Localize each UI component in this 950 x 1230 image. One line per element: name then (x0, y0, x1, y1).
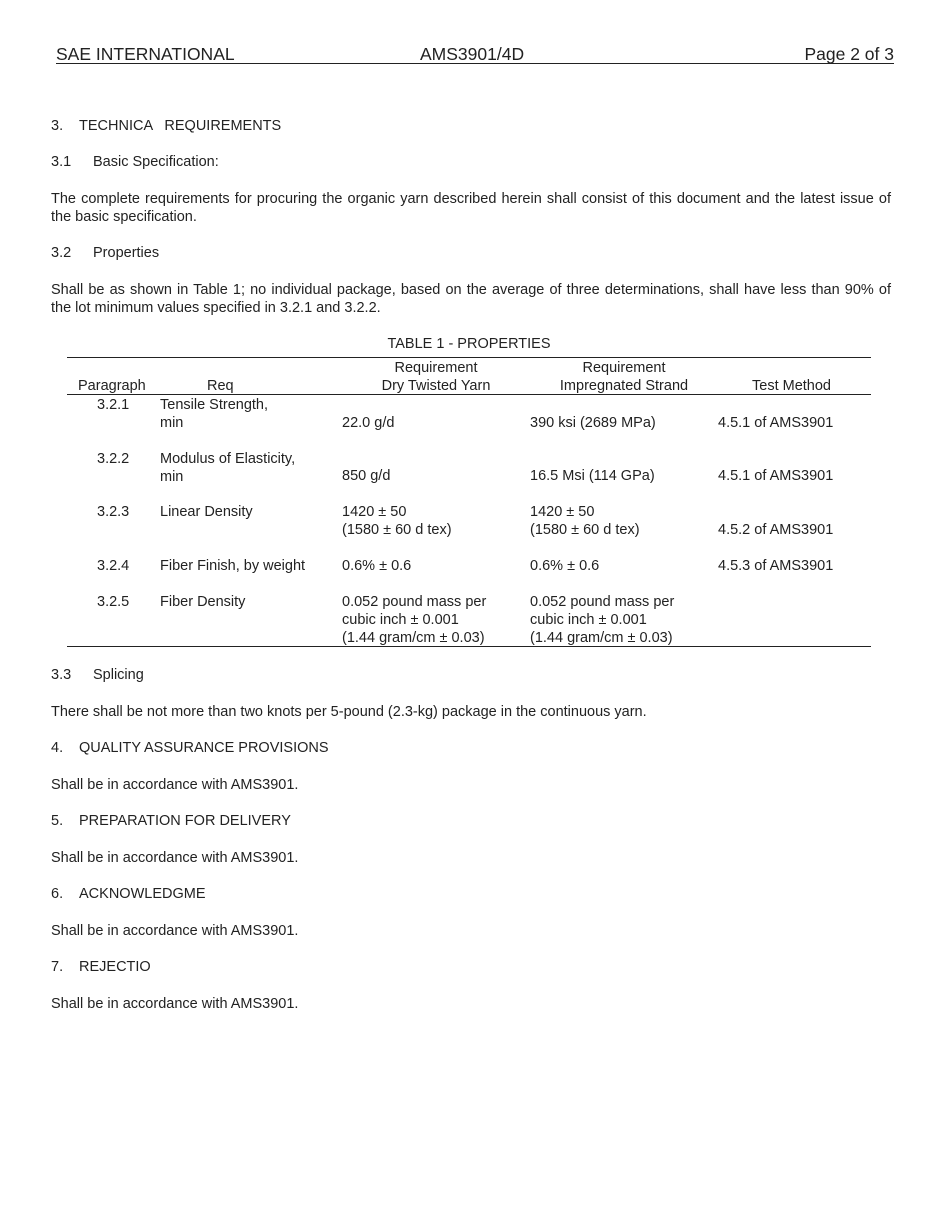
section-3-heading (51, 117, 281, 135)
section-3-1-body: The complete requirements for procuring the organic yarn described herein shall consist of this document and the latest issue of the basic specification. (51, 191, 891, 225)
section-number: 3.1 (51, 154, 72, 170)
section-6-body: Shall be in accordance with AMS3901. (51, 923, 299, 939)
table-cell-req: Modulus of Elasticity, min (160, 451, 296, 485)
table-cell-method: 4.5.1 of AMS3901 (718, 415, 834, 431)
section-number: 5. (51, 813, 64, 829)
table-cell-method: 4.5.3 of AMS3901 (718, 558, 834, 574)
section-number: 3.2 (51, 245, 72, 261)
table-top-rule (67, 357, 871, 358)
table-cell-dry: 22.0 g/d (342, 415, 395, 431)
table-cell-dry: 850 g/d (342, 468, 391, 484)
section-title: PREPARATION FOR DELIVERY (79, 813, 291, 829)
section-title: QUALITY ASSURANCE PROVISIONS (79, 740, 329, 756)
section-7-heading (51, 958, 151, 976)
section-4-body: Shall be in accordance with AMS3901. (51, 777, 299, 793)
table-cell-paragraph: 3.2.2 (97, 451, 130, 467)
col-header-impregnated-line1: Requirement (582, 360, 666, 376)
table-cell-req: Fiber Finish, by weight (160, 558, 306, 574)
section-5-heading (51, 812, 291, 830)
table-cell-impregnated: 390 ksi (2689 MPa) (530, 415, 656, 431)
header-page-number: Page 2 of 3 (804, 44, 894, 64)
section-6-heading (51, 885, 206, 903)
section-number: 4. (51, 740, 64, 756)
col-header-dry-line2: Dry Twisted Yarn (381, 378, 491, 394)
header-doc-number: AMS3901/4D (420, 44, 525, 64)
table-cell-paragraph: 3.2.4 (97, 558, 130, 574)
section-title: Basic Specification: (93, 154, 219, 170)
col-header-paragraph: Paragraph (78, 378, 146, 394)
table-cell-dry: 0.052 pound mass per cubic inch ± 0.001 (1.44 gram/cm ± 0.03) (342, 594, 487, 646)
table-cell-req: Linear Density (160, 504, 253, 520)
col-header-test-method: Test Method (752, 378, 831, 394)
table-cell-req: Tensile Strength, min (160, 397, 269, 431)
table-cell-paragraph: 3.2.1 (97, 397, 130, 413)
table-cell-impregnated: 0.6% ± 0.6 (530, 558, 600, 574)
section-title: TECHNICA REQUIREMENTS (79, 118, 282, 134)
section-number: 6. (51, 886, 64, 902)
table-bottom-rule (67, 646, 871, 647)
table-cell-method: 4.5.2 of AMS3901 (718, 522, 834, 538)
table-cell-paragraph: 3.2.5 (97, 594, 130, 610)
section-title: ACKNOWLEDGME (79, 886, 206, 902)
section-title: Splicing (93, 667, 144, 683)
section-3-3-heading (51, 666, 144, 684)
section-3-2-heading (51, 244, 159, 262)
section-title: Properties (93, 245, 160, 261)
section-number: 3. (51, 118, 64, 134)
table-cell-impregnated: 0.052 pound mass per cubic inch ± 0.001 (1.44 gram/cm ± 0.03) (530, 594, 675, 646)
table-caption: TABLE 1 - PROPERTIES (387, 336, 551, 352)
col-header-req: Req (207, 378, 234, 394)
header-org: SAE INTERNATIONAL (56, 44, 235, 64)
section-3-3-body: There shall be not more than two knots per 5-pound (2.3-kg) package in the continuous yarn. (51, 704, 647, 720)
section-4-heading (51, 739, 329, 757)
table-cell-method: 4.5.1 of AMS3901 (718, 468, 834, 484)
table-cell-paragraph: 3.2.3 (97, 504, 130, 520)
col-header-impregnated-line2: Impregnated Strand (559, 378, 689, 394)
section-3-2-body: Shall be as shown in Table 1; no individual package, based on the average of three determinations, shall have less than 90% of the lot minimum values specified in 3.2.1 and 3.2.2. (51, 282, 891, 316)
section-number: 7. (51, 959, 64, 975)
table-cell-dry: 0.6% ± 0.6 (342, 558, 412, 574)
section-3-1-heading (51, 153, 219, 171)
section-7-body: Shall be in accordance with AMS3901. (51, 996, 299, 1012)
col-header-dry-line1: Requirement (394, 360, 478, 376)
table-cell-impregnated: 1420 ± 50 (1580 ± 60 d tex) (530, 504, 640, 538)
table-cell-dry: 1420 ± 50 (1580 ± 60 d tex) (342, 504, 452, 538)
header-rule (56, 63, 894, 64)
section-title: REJECTIO (79, 959, 151, 975)
table-cell-impregnated: 16.5 Msi (114 GPa) (530, 468, 655, 484)
table-cell-req: Fiber Density (160, 594, 246, 610)
table-header-rule (67, 394, 871, 395)
section-5-body: Shall be in accordance with AMS3901. (51, 850, 299, 866)
section-number: 3.3 (51, 667, 72, 683)
